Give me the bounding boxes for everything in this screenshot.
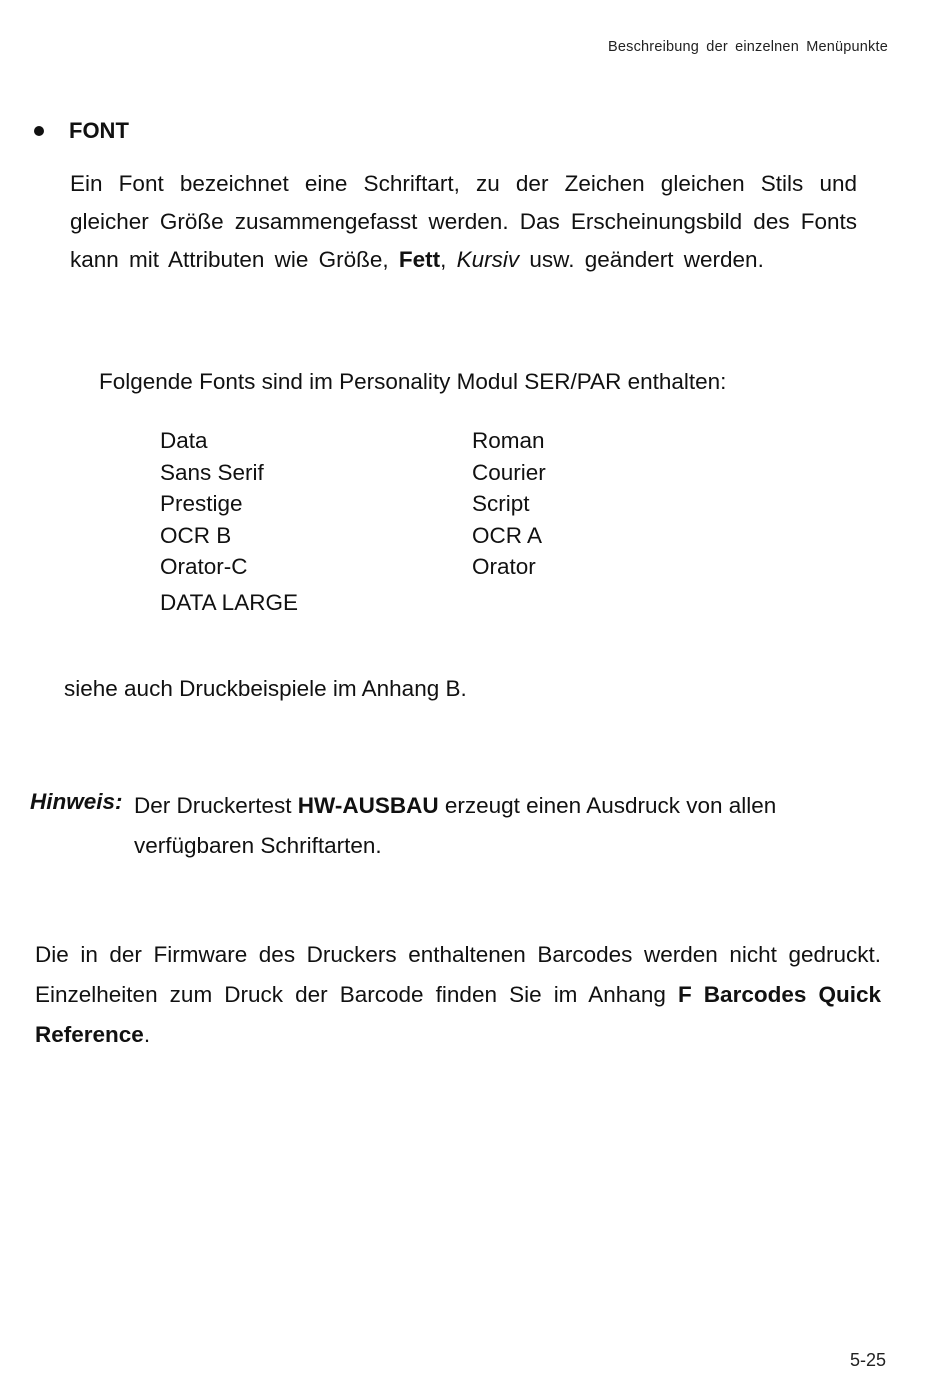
font-description-paragraph <box>70 165 857 279</box>
font-name <box>472 587 660 619</box>
font-name: Courier <box>472 459 546 485</box>
paragraph-text-end: . <box>143 1022 151 1047</box>
font-name: Script <box>472 491 530 516</box>
font-row <box>160 425 660 457</box>
font-name: DATA LARGE <box>160 589 298 615</box>
paragraph-text: Die in der Firmware des Druckers enthaltenen Barcodes werden nicht gedruckt. Einzelheiten zum Druck der Barcode finden Sie im Anhang <box>35 942 881 1007</box>
see-also-reference: siehe auch Druckbeispiele im Anhang B. <box>64 676 467 701</box>
fonts-intro: Folgende Fonts sind im Personality Modul SER/PAR enthalten: <box>99 369 727 394</box>
page-number: 5-25 <box>849 1350 886 1370</box>
font-row <box>160 551 660 583</box>
note-text-start: Der Druckertest <box>134 793 298 818</box>
font-row <box>160 488 660 520</box>
font-row <box>160 457 660 489</box>
paragraph-text: Ein Font bezeichnet eine Schriftart, zu der Zeichen gleichen Stils und gleicher Größe zusammengefasst werden. Das Erscheinungsbild des Fonts kann mit Attributen wie Größe, <box>70 171 857 272</box>
appendix-reference: F Barcodes Quick Reference <box>35 982 881 1047</box>
bold-example-text: Fett <box>398 247 441 272</box>
font-name: Sans Serif <box>160 459 264 485</box>
barcode-paragraph <box>35 935 881 1055</box>
running-header: Beschreibung der einzelnen Menüpunkte <box>608 39 888 55</box>
test-name: HW-AUSBAU <box>297 793 439 818</box>
font-name: Orator <box>472 554 536 579</box>
section-title: FONT <box>69 118 129 143</box>
font-name: OCR A <box>472 522 543 548</box>
note-text-end: erzeugt einen Ausdruck von allen verfügbaren Schriftarten. <box>134 793 777 858</box>
paragraph-text-end: usw. geändert werden. <box>519 247 764 272</box>
separator-text: , <box>440 247 457 272</box>
font-name: OCR B <box>160 522 232 548</box>
font-name: Prestige <box>160 491 243 516</box>
font-row <box>160 587 660 619</box>
font-name: Roman <box>472 428 545 453</box>
font-name: Orator-C <box>160 554 248 579</box>
italic-example-text: Kursiv <box>456 247 520 272</box>
note-label: Hinweis: <box>30 789 123 814</box>
section-heading <box>30 118 129 144</box>
note-text <box>134 786 854 866</box>
font-name: Data <box>160 428 208 453</box>
font-row <box>160 520 660 552</box>
bullet-icon <box>34 126 44 136</box>
fonts-list <box>160 425 660 618</box>
